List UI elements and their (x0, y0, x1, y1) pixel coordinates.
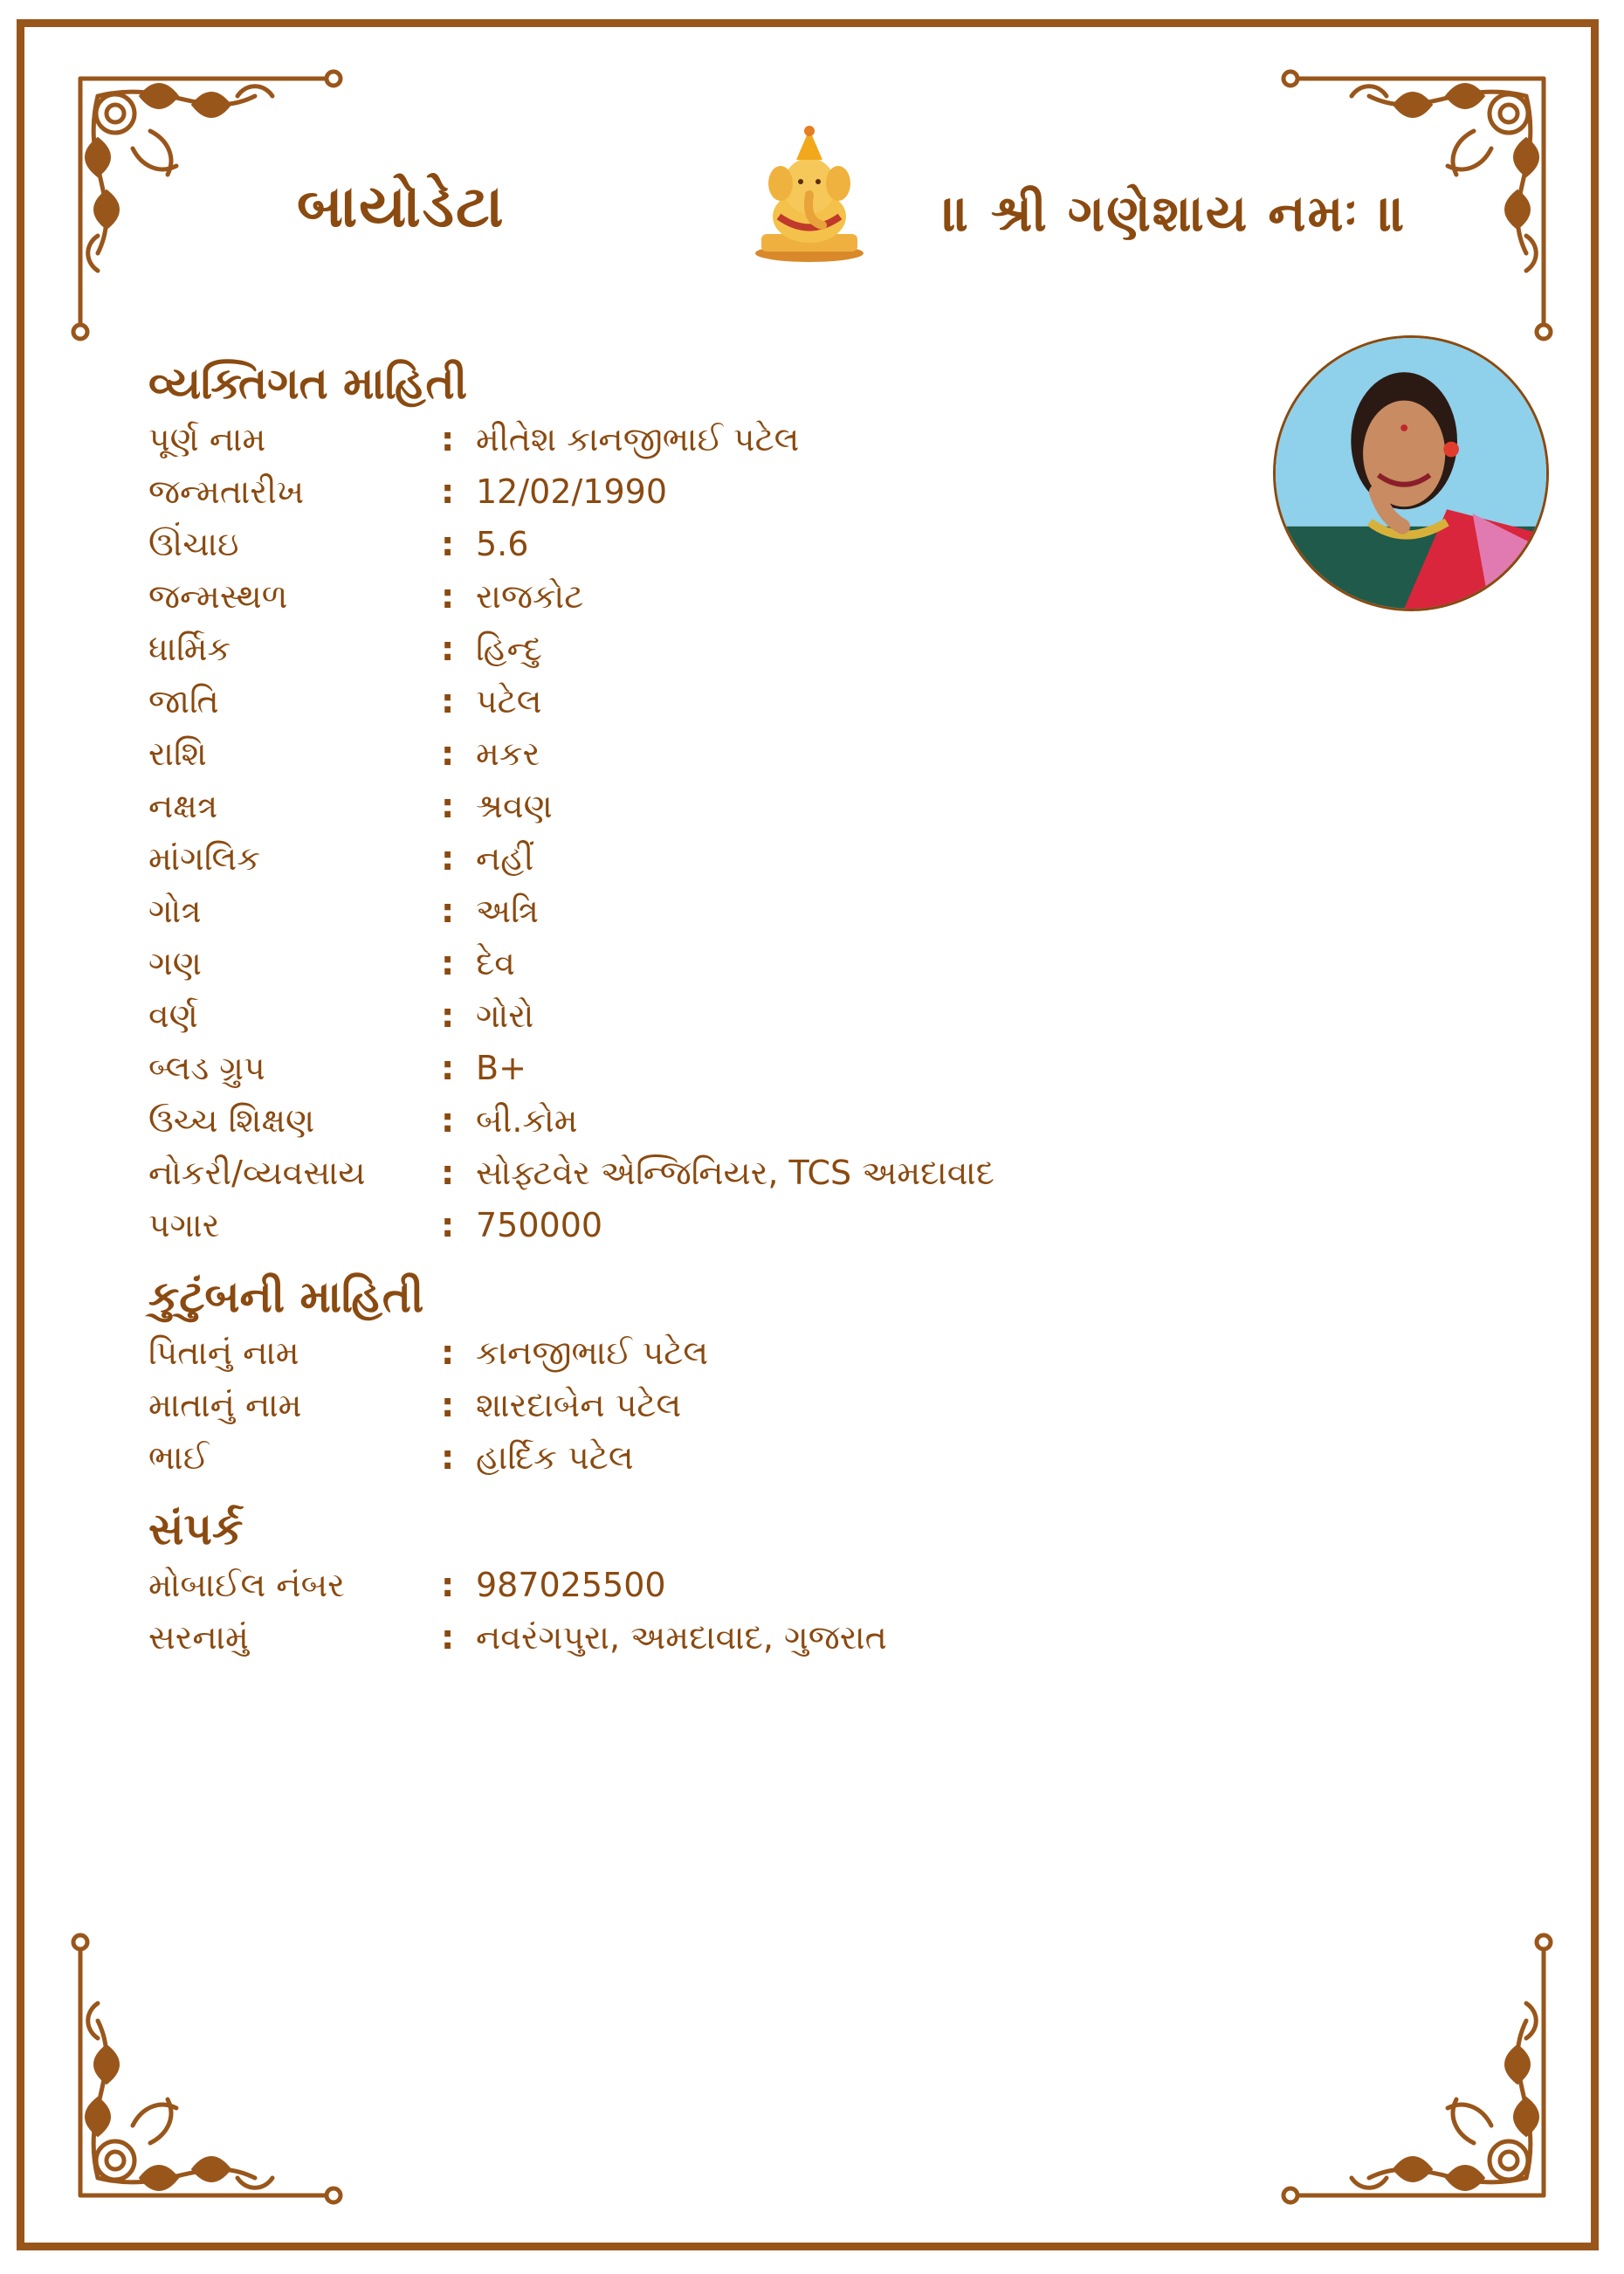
separator: : (441, 996, 455, 1035)
biodata-content (148, 354, 1283, 1664)
info-row (148, 518, 1283, 570)
info-row (148, 1147, 1283, 1199)
field-value: શારદાબેન પટેલ (476, 1386, 682, 1424)
field-label: નોકરી/વ્યવસાય (148, 1154, 366, 1192)
separator: : (441, 577, 455, 616)
info-row (148, 465, 1283, 518)
field-label: જાતિ (148, 682, 219, 720)
biodata-title: બાયોડેટા (297, 173, 506, 240)
field-label: માતાનું નામ (148, 1386, 302, 1424)
ganesh-invocation: ॥ શ્રી ગણેશાય નમઃ ॥ (943, 183, 1408, 243)
field-value: 987025500 (476, 1566, 666, 1604)
info-row (148, 1094, 1283, 1147)
separator: : (441, 1154, 455, 1192)
separator: : (441, 1566, 455, 1604)
field-value: અત્રિ (476, 892, 540, 930)
floral-corner-ornament-bottom-right (1264, 1925, 1561, 2213)
section-personal-info (148, 354, 1283, 1251)
field-label: ગોત્ર (148, 892, 202, 930)
separator: : (441, 892, 455, 930)
field-value: પટેલ (476, 682, 542, 720)
info-row (148, 1042, 1283, 1094)
section-heading: કુટુંબની માહિતી (148, 1271, 424, 1322)
info-row (148, 885, 1283, 937)
separator: : (441, 1101, 455, 1140)
info-row (148, 623, 1283, 675)
field-label: ઊંચાઇ (148, 525, 239, 563)
info-row (148, 727, 1283, 780)
field-label: ભાઈ (148, 1438, 210, 1477)
field-label: પૂર્ણ નામ (148, 420, 266, 458)
info-row (148, 989, 1283, 1042)
profile-photo (1273, 335, 1549, 611)
field-value: હિન્દુ (476, 630, 542, 668)
field-label: પગાર (148, 1206, 220, 1244)
info-row (148, 570, 1283, 623)
ganesha-icon (753, 121, 866, 265)
field-value: 12/02/1990 (476, 472, 668, 511)
field-label: રાશિ (148, 734, 207, 773)
separator: : (441, 1333, 455, 1372)
info-row (148, 1199, 1283, 1251)
separator: : (441, 839, 455, 878)
field-label: ગણ (148, 944, 202, 982)
field-label: ઉચ્ચ શિક્ષણ (148, 1101, 315, 1140)
field-label: નક્ષત્ર (148, 787, 218, 825)
field-label: મોબાઈલ નંબર (148, 1566, 345, 1604)
field-value: મીતેશ કાનજીભાઈ પટેલ (476, 420, 800, 458)
section-heading: વ્યક્તિગત માહિતી (148, 358, 468, 409)
field-value: બી.કોમ (476, 1101, 578, 1140)
info-row (148, 1611, 1283, 1664)
info-row (148, 1431, 1283, 1484)
field-value: રાજકોટ (476, 577, 584, 616)
separator: : (441, 787, 455, 825)
separator: : (441, 420, 455, 458)
separator: : (441, 1049, 455, 1087)
separator: : (441, 525, 455, 563)
info-row (148, 675, 1283, 727)
field-value: સોફ્ટવેર એન્જિનિયર, TCS અમદાવાદ (476, 1154, 994, 1192)
separator: : (441, 682, 455, 720)
section-family-info (148, 1267, 1283, 1484)
field-value: ગોરો (476, 996, 534, 1035)
separator: : (441, 472, 455, 511)
info-row (148, 1559, 1283, 1611)
separator: : (441, 734, 455, 773)
floral-corner-ornament-bottom-left (63, 1925, 360, 2213)
field-label: વર્ણ (148, 996, 198, 1035)
field-value: કાનજીભાઈ પટેલ (476, 1333, 709, 1372)
separator: : (441, 1618, 455, 1657)
info-row (148, 780, 1283, 832)
field-value: નવરંગપુરા, અમદાવાદ, ગુજરાત (476, 1618, 887, 1657)
field-label: સરનામું (148, 1618, 249, 1657)
separator: : (441, 1386, 455, 1424)
field-value: 5.6 (476, 525, 529, 563)
field-value: 750000 (476, 1206, 603, 1244)
field-value: મકર (476, 734, 540, 773)
field-value: B+ (476, 1049, 526, 1087)
section-contact (148, 1499, 1283, 1664)
separator: : (441, 1206, 455, 1244)
field-value: દેવ (476, 944, 515, 982)
field-label: ધાર્મિક (148, 630, 231, 668)
info-row (148, 937, 1283, 989)
separator: : (441, 1438, 455, 1477)
field-label: માંગલિક (148, 839, 261, 878)
info-row (148, 1326, 1283, 1379)
separator: : (441, 630, 455, 668)
section-heading: સંપર્ક (148, 1504, 244, 1554)
info-row (148, 832, 1283, 885)
info-row (148, 413, 1283, 465)
field-label: જન્મસ્થળ (148, 577, 288, 616)
field-label: જન્મતારીખ (148, 472, 305, 511)
field-value: નહીં (476, 839, 534, 878)
separator: : (441, 944, 455, 982)
field-value: શ્રવણ (476, 787, 553, 825)
field-label: બ્લડ ગ્રુપ (148, 1049, 265, 1087)
field-value: હાર્દિક પટેલ (476, 1438, 634, 1477)
info-row (148, 1379, 1283, 1431)
field-label: પિતાનું નામ (148, 1333, 299, 1372)
